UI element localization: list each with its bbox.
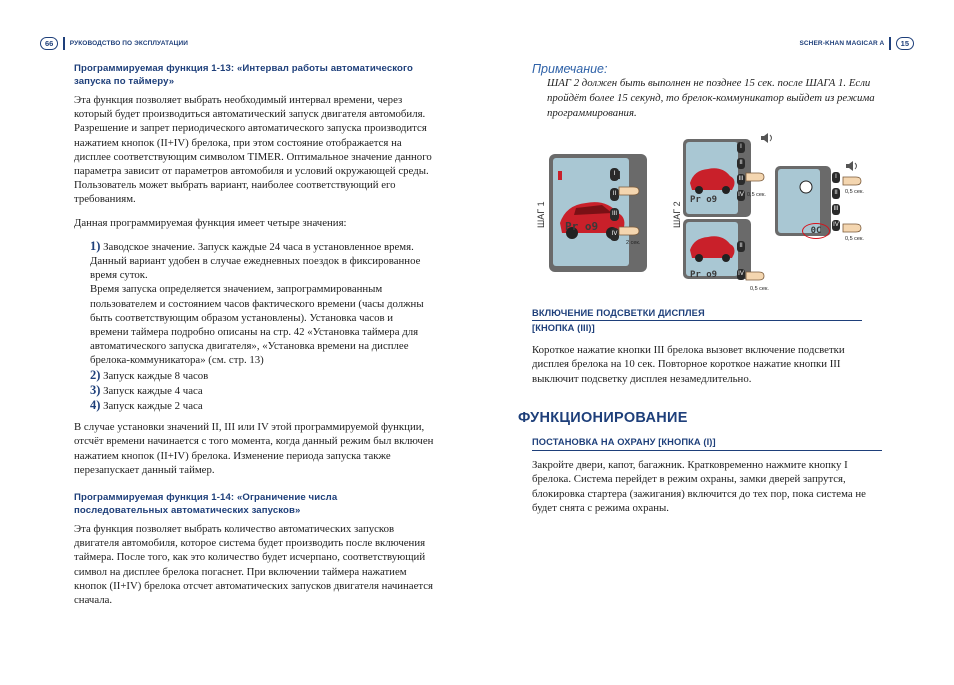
product-title: SCHER-KHAN MAGICAR A bbox=[799, 39, 885, 47]
button-II-icon: II bbox=[610, 188, 619, 201]
button-I-icon: I bbox=[737, 142, 745, 153]
button-III-icon: III bbox=[737, 174, 745, 185]
value-3-text: Запуск каждые 4 часа bbox=[103, 384, 203, 397]
value-option-4 bbox=[90, 398, 434, 413]
pressing-finger-icon bbox=[745, 269, 765, 281]
confirm-display: 0C bbox=[802, 223, 830, 239]
pressing-finger-icon bbox=[842, 221, 862, 233]
button-IV-icon: IV bbox=[610, 228, 619, 241]
heading-rule bbox=[532, 320, 862, 321]
value-3-number: 3) bbox=[90, 382, 101, 397]
function-13-timer-note: В случае установки значений II, III или IV этой программируемой функции, отсчёт времени начинается с того момента, когда данный режим был включен нажатием кнопок (II+IV) брелока. Изменение периода запуска также перезапускает данный таймер. bbox=[74, 421, 434, 476]
button-I-icon: I bbox=[610, 168, 619, 181]
function-14-description: Эта функция позволяет выбрать количество автоматических запусков двигателя автомобиля, которое система будет производить после включения таймера. После того, как это количество будет исчерпано, соответствующий символ на дисплее брелока погаснет. При включении таймера нажатием кнопок (II+IV) брелока отсчет автоматических запусков двигателя начинается сначала. bbox=[74, 523, 434, 607]
speaker-icon bbox=[760, 132, 776, 144]
function-13-heading: Программируемая функция 1-13: «Интервал работы автоматического запуска по таймеру» bbox=[74, 63, 413, 87]
step-1-hold-time: 2 сек. bbox=[626, 240, 641, 246]
value-option-2 bbox=[90, 368, 434, 383]
value-4-number: 4) bbox=[90, 398, 101, 413]
step-2-hold-time-b: 0,5 сек. bbox=[750, 286, 769, 292]
left-page-number: 66 bbox=[40, 37, 58, 50]
step-2-label: ШАГ 2 bbox=[672, 201, 682, 228]
step-2-top-display: Pr o9 bbox=[690, 195, 718, 205]
programming-steps-figure bbox=[532, 128, 882, 298]
pressing-finger-icon bbox=[842, 174, 862, 186]
button-II-icon: II bbox=[737, 241, 745, 252]
arming-description: Закройте двери, капот, багажник. Кратковременно нажмите кнопку I брелока. Система перейдет в режим охраны, замки дверей запрутся, блокировка стартера (зажигания) включится до тех пор, пока система не будет снята с режима охраны. bbox=[532, 459, 866, 514]
value-2-number: 2) bbox=[90, 367, 101, 382]
button-I-icon: I bbox=[832, 172, 840, 183]
arming-heading: ПОСТАНОВКА НА ОХРАНУ [КНОПКА (I)] bbox=[532, 437, 716, 447]
confirm-hold-time-b: 0,5 сек. bbox=[845, 236, 864, 242]
right-page-content bbox=[532, 62, 882, 121]
button-IV-icon: IV bbox=[737, 190, 745, 201]
left-page-header bbox=[40, 36, 188, 50]
value-1-text: Заводское значение. Запуск каждые 24 часа в установленное время. Данный вариант удобен в случае ежедневных поездок в фиксированное время суток. bbox=[90, 240, 421, 282]
header-divider bbox=[889, 37, 890, 50]
function-13-values-intro: Данная программируемая функция имеет четыре значения: bbox=[74, 216, 347, 229]
right-page-number: 15 bbox=[896, 37, 914, 50]
button-III-icon: III bbox=[610, 208, 619, 221]
button-IV-icon: IV bbox=[832, 220, 840, 231]
functioning-heading: ФУНКЦИОНИРОВАНИЕ bbox=[518, 410, 688, 426]
backlight-description: Короткое нажатие кнопки III брелока вызовет включение подсветки дисплея брелока на 10 сек. Повторное короткое нажатие кнопки III выключит подсветку дисплея незамедлительно. bbox=[532, 344, 845, 385]
value-1-details: Время запуска определяется значением, запрограммированным пользователем и состоянием часов фактического времени (часы должны быть соответствующим образом установлены). Установка часов и времени таймера подробно описаны на стр. 42 «Установка таймера для автоматического запуска двигателя», «Установка времени на дисплее брелока-коммуникатора» (см. стр. 13) bbox=[90, 283, 424, 367]
value-4-text: Запуск каждые 2 часа bbox=[103, 400, 203, 413]
pressing-finger-icon bbox=[618, 223, 640, 237]
step-1-display: Pr o9 bbox=[565, 220, 599, 233]
pressing-finger-icon bbox=[618, 183, 640, 197]
button-IV-icon: IV bbox=[737, 269, 745, 280]
functioning-section bbox=[518, 410, 882, 515]
header-divider bbox=[63, 37, 64, 50]
step-1-label: ШАГ 1 bbox=[536, 201, 546, 228]
value-option-1 bbox=[90, 239, 434, 368]
note-text: ШАГ 2 должен быть выполнен не позднее 15 сек. после ШАГА 1. Если пройдёт более 15 секунд, то брелок-коммуникатор выйдет из режима программирования. bbox=[547, 77, 875, 119]
value-1-number: 1) bbox=[90, 238, 101, 253]
button-III-icon: III bbox=[832, 204, 840, 215]
function-13-description: Эта функция позволяет выбрать необходимый интервал времени, через который будет производиться автоматический запуск двигателя автомобиля. Разрешение и запрет периодического автоматического запуска производится нажатием кнопок (II+IV) брелока, при этом состояние отображается на дисплее соответствующим символом TIMER. Оптимальное значение данного параметра зависит от параметров автомобиля и условий окружающей среды. Пользователь может выбрать вариант, наиболее соответствующий его требованиям. bbox=[74, 94, 432, 206]
value-2-text: Запуск каждые 8 часов bbox=[103, 369, 209, 382]
button-II-icon: II bbox=[832, 188, 840, 199]
confirm-hold-time-a: 0,5 сек. bbox=[845, 189, 864, 195]
speaker-icon bbox=[845, 160, 861, 172]
note-title: Примечание: bbox=[532, 62, 608, 76]
keyfob-step-1 bbox=[548, 153, 648, 273]
step-2-bottom-display: Pr o9 bbox=[690, 270, 718, 280]
left-page-content bbox=[74, 62, 434, 607]
backlight-heading-line-1: ВКЛЮЧЕНИЕ ПОДСВЕТКИ ДИСПЛЕЯ bbox=[532, 308, 705, 318]
pressing-finger-icon bbox=[745, 170, 765, 182]
function-14-heading: Программируемая функция 1-14: «Ограничение числа последовательных автоматических запусков» bbox=[74, 492, 338, 517]
step-2-hold-time-a: 0,5 сек. bbox=[747, 192, 766, 198]
button-II-icon: II bbox=[737, 158, 745, 169]
backlight-section bbox=[532, 307, 882, 386]
manual-title: РУКОВОДСТВО ПО ЭКСПЛУАТАЦИИ bbox=[69, 39, 189, 47]
value-option-3 bbox=[90, 383, 434, 398]
right-page-header bbox=[799, 36, 914, 50]
backlight-heading-line-2: [КНОПКА (III)] bbox=[532, 323, 595, 334]
